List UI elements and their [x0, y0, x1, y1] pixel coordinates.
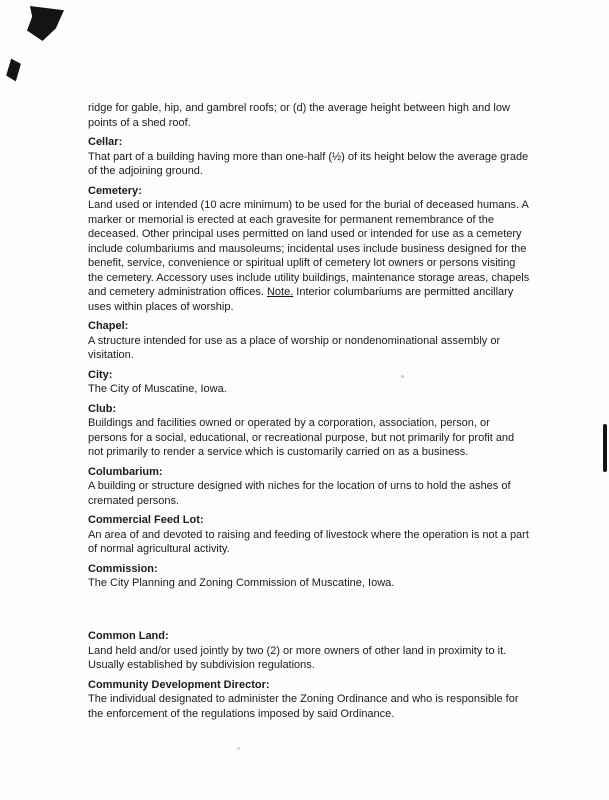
definition-term: City: — [88, 368, 113, 381]
definition-term: Cemetery: — [88, 184, 142, 197]
definition-text-part: Land used or intended (10 acre minimum) to be used for the burial of deceased humans. A marker or memorial is erected at each gravesite for permanent remembrance of the deceased. Other principal uses permitted on land used or intended for use as a cemetery include columbariums and mausoleums; incidental uses include business designed for the benefit, service, convenience or spiritual uplift of cemetery lot owners or persons visiting the cemetery. Accessory uses include utility buildings, maintenance storage areas, chapels and cemetery administration offices. — [88, 199, 530, 299]
definition-term: Community Development Director: — [88, 678, 270, 691]
definition-section — [88, 678, 530, 722]
definition-section — [88, 513, 530, 557]
definition-text: The City of Muscatine, Iowa. — [88, 383, 227, 396]
scan-artifact-speck — [237, 747, 240, 750]
continued-paragraph: ridge for gable, hip, and gambrel roofs; or (d) the average height between high and low points of a shed roof. — [88, 102, 510, 129]
definition-section — [88, 319, 530, 363]
definition-section — [88, 465, 530, 509]
definition-section — [88, 184, 530, 315]
scan-artifact-blob — [27, 6, 64, 41]
definition-term: Common Land: — [88, 629, 169, 642]
definition-text: Buildings and facilities owned or operated by a corporation, association, person, or persons for a social, educational, or recreational purpose, but not primarily for profit and not primarily to render a service which is customarily carried on as a business. — [88, 417, 515, 459]
definition-section — [88, 135, 530, 179]
definition-section — [88, 101, 530, 130]
scan-artifact-blob — [6, 58, 22, 82]
definition-section — [88, 629, 530, 673]
definition-term: Chapel: — [88, 320, 129, 333]
definition-section — [88, 368, 530, 397]
definition-text: Land held and/or used jointly by two (2) or more owners of other land in proximity to it. Usually established by subdivision regulations. — [88, 644, 507, 672]
scan-artifact-edge-mark — [603, 424, 607, 472]
definition-term: Cellar: — [88, 136, 123, 149]
definition-section — [88, 402, 530, 460]
definition-text: An area of and devoted to raising and feeding of livestock where the operation is not a part of normal agricultural activity. — [88, 528, 529, 556]
note-label: Note. — [266, 286, 294, 299]
definition-text: That part of a building having more than one-half (½) of its height below the average grade of the adjoining ground. — [88, 150, 529, 178]
definition-section — [88, 562, 530, 591]
definition-text — [88, 198, 530, 314]
definition-text: The City Planning and Zoning Commission of Muscatine, Iowa. — [88, 577, 395, 590]
definition-text: A structure intended for use as a place of worship or nondenominational assembly or visitation. — [88, 334, 501, 362]
definition-term: Club: — [88, 402, 117, 415]
definition-text: The individual designated to administer the Zoning Ordinance and who is responsible for the enforcement of the regulations imposed by said Ordinance. — [88, 693, 519, 720]
definition-text: A building or structure designed with niches for the location of urns to hold the ashes of cremated persons. — [88, 480, 511, 507]
document-body — [88, 101, 530, 721]
definition-term: Columbarium: — [88, 465, 163, 478]
definition-text-part: Interior columbariums are permitted ancillary uses within places of worship. — [88, 286, 514, 313]
definition-term: Commercial Feed Lot: — [88, 514, 204, 527]
definition-term: Commission: — [88, 562, 158, 575]
